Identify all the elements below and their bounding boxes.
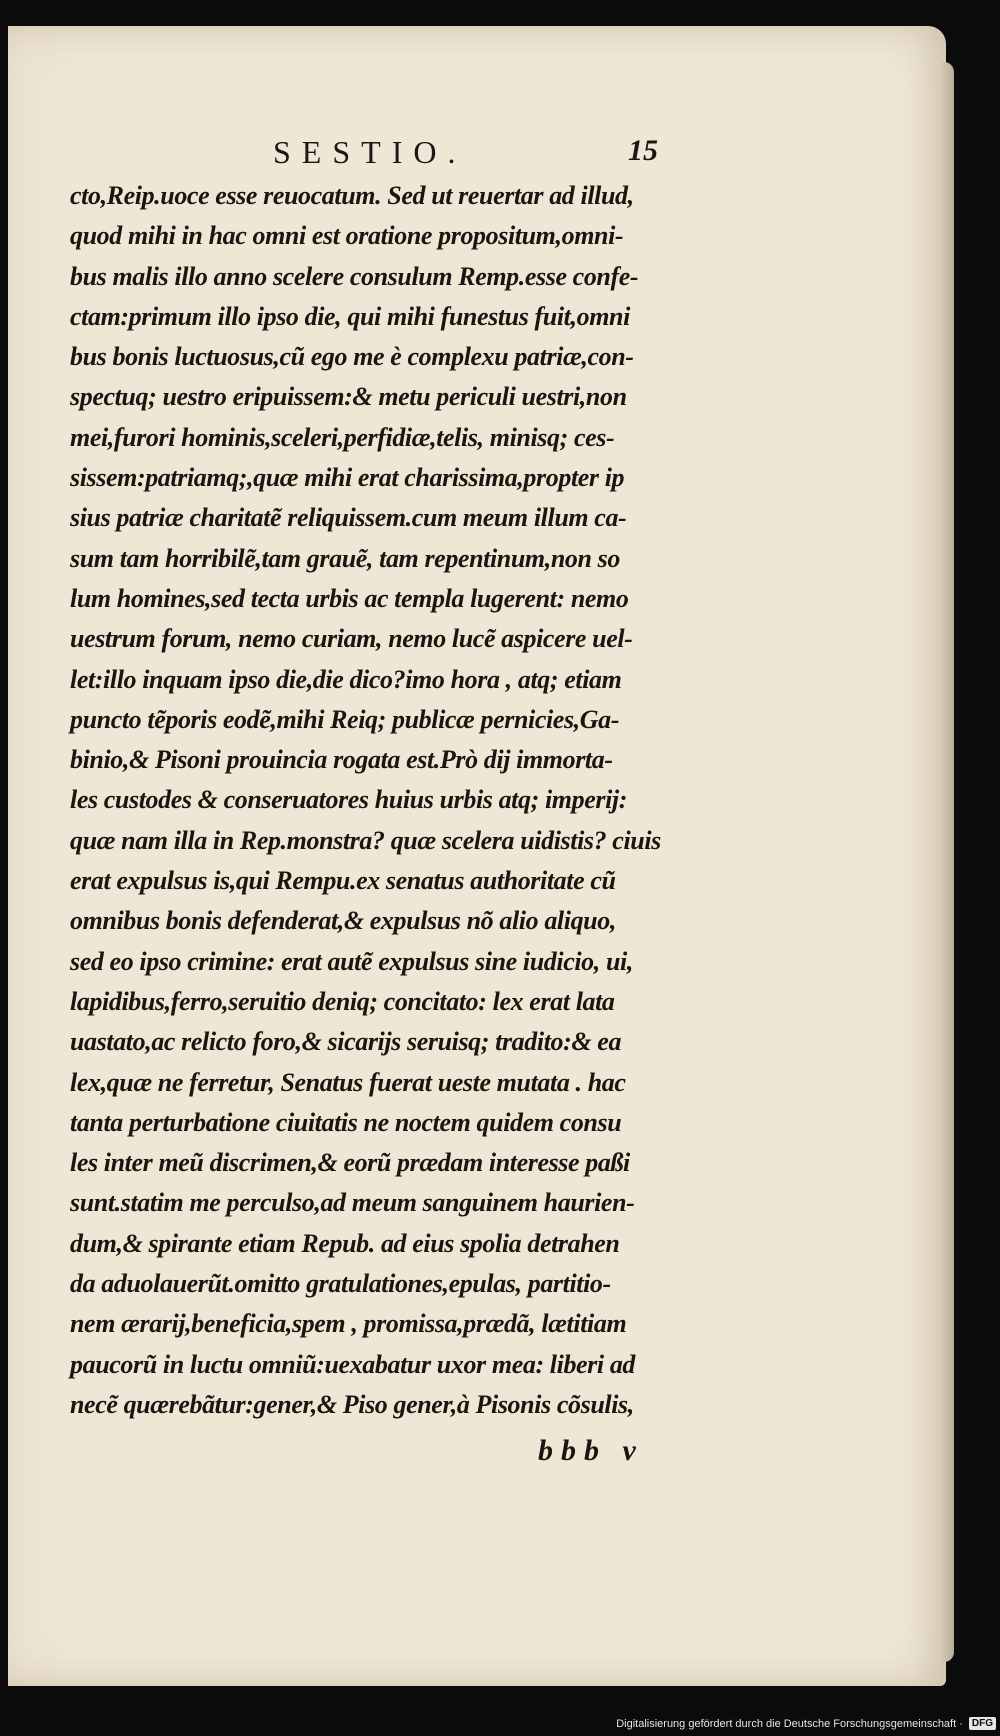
funding-credit: Digitalisierung gefördert durch die Deutsche Forschungsgemeinschaft · [616,1717,963,1730]
text-line: erat expulsus is,qui Rempu.ex senatus authoritate cũ [70,866,616,896]
text-line: omnibus bonis defenderat,& expulsus nõ alio aliquo, [70,906,616,936]
text-line: da aduolauerũt.omitto gratulationes,epulas, partitio- [70,1269,611,1299]
text-line: ctam:primum illo ipso die, qui mihi funestus fuit,omni [70,301,630,331]
text-block [70,176,710,1425]
text-line: sum tam horribilẽ,tam grauẽ, tam repentinum,non so [70,543,620,573]
text-line: sunt.statim me perculso,ad meum sanguinem haurien- [70,1188,635,1218]
text-line: sed eo ipso crimine: erat autẽ expulsus sine iudicio, ui, [70,946,633,976]
text-line: lex,quæ ne ferretur, Senatus fuerat ueste mutata . hac [70,1067,626,1097]
text-line: let:illo inquam ipso die,die dico?imo hora , atq; etiam [70,664,622,694]
text-line: lum homines,sed tecta urbis ac templa lugerent: nemo [70,583,629,613]
text-line: bus malis illo anno scelere consulum Remp.esse confe- [70,261,639,291]
running-title: SESTIO. [273,134,467,170]
text-line: quæ nam illa in Rep.monstra? quæ scelera uidistis? ciuis [70,825,661,855]
text-line: les inter meũ discrimen,& eorũ prædam interesse paßi [70,1148,630,1178]
signature-mark: bbb v [538,1434,644,1467]
dfg-logo-icon: DFG [969,1717,996,1730]
text-line: nem ærarij,beneficia,spem , promissa,prædã, lætitiam [70,1309,627,1339]
page-number: 15 [628,134,658,167]
text-line: bus bonis luctuosus,cũ ego me è complexu patriæ,con- [70,342,634,372]
text-line: necẽ quærebãtur:gener,& Piso gener,à Pisonis cõsulis, [70,1389,634,1419]
text-line: spectuq; uestro eripuissem:& metu periculi uestri,non [70,382,627,412]
text-line: les custodes & conseruatores huius urbis atq; imperij: [70,785,627,815]
digitization-footer [616,1717,996,1730]
text-line: cto,Reip.uoce esse reuocatum. Sed ut reuertar ad illud, [70,181,634,210]
text-line: binio,& Pisoni prouincia rogata est.Prò dij immorta- [70,745,613,775]
text-line: mei,furori hominis,sceleri,perfidiæ,telis, minisq; ces- [70,422,615,452]
text-line: tanta perturbatione ciuitatis ne noctem quidem consu [70,1107,622,1137]
book-page [8,26,946,1686]
text-line: uastato,ac relicto foro,& sicarijs seruisq; tradito:& ea [70,1027,622,1057]
text-line: dum,& spirante etiam Repub. ad eius spolia detrahen [70,1228,620,1258]
text-line: paucorũ in luctu omniũ:uexabatur uxor mea: liberi ad [70,1349,636,1379]
text-line: uestrum forum, nemo curiam, nemo lucẽ aspicere uel- [70,624,633,654]
text-line: sius patriæ charitatẽ reliquissem.cum meum illum ca- [70,503,627,533]
running-head [8,124,946,174]
text-line: lapidibus,ferro,seruitio deniq; concitato: lex erat lata [70,986,615,1016]
text-line: quod mihi in hac omni est oratione propositum,omni- [70,221,624,251]
text-line: puncto tẽporis eodẽ,mihi Reiq; publicæ pernicies,Ga- [70,704,620,734]
text-line: sissem:patriamq;,quæ mihi erat charissima,propter ip [70,463,625,493]
